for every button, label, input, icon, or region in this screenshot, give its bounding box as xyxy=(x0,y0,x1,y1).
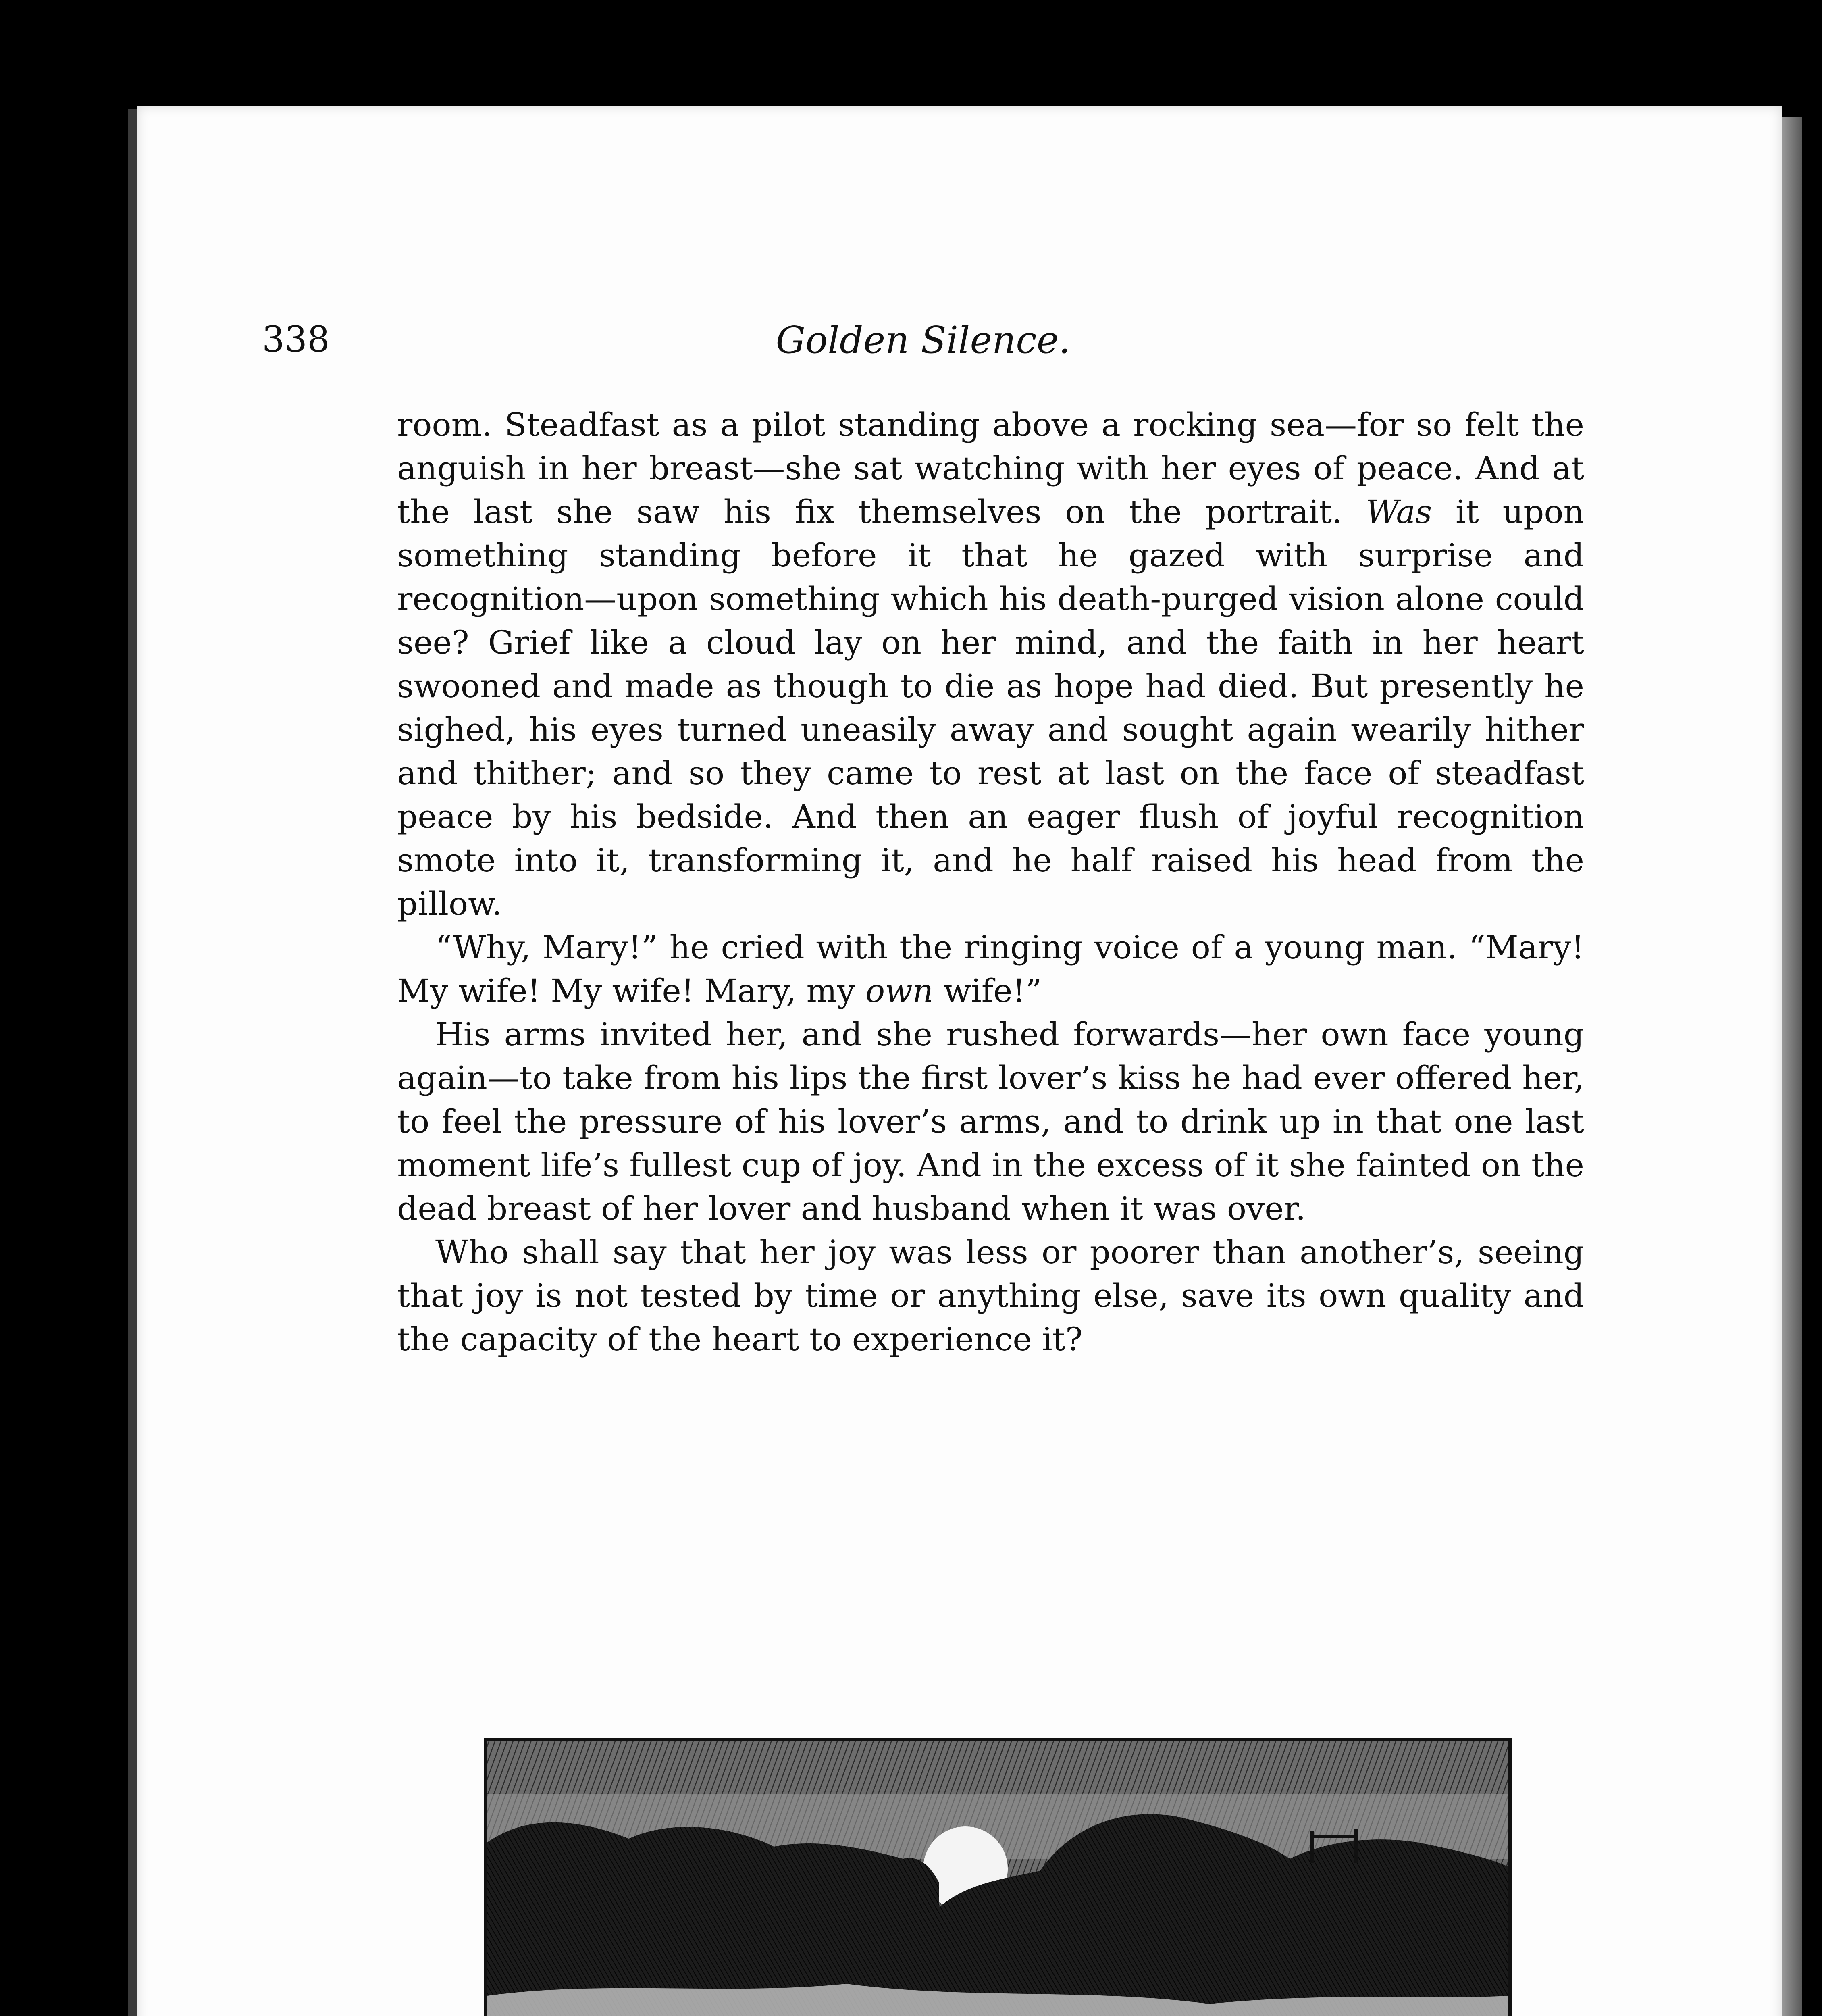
page-header xyxy=(262,319,1584,371)
paragraph-1-emphasis: Was xyxy=(1366,493,1432,531)
paragraph-4-text: Who shall say that her joy was less or poorer than another’s, seeing that joy is not tested by time or anything else, save its own quality and the capacity of the heart to experience it? xyxy=(397,1233,1584,1358)
page-number: 338 xyxy=(262,319,330,360)
paragraph-3 xyxy=(397,1013,1584,1231)
running-title: Golden Silence. xyxy=(776,319,1071,362)
engraving-svg xyxy=(484,1738,1512,2016)
paragraph-2-emphasis: own xyxy=(865,972,934,1010)
moonrise-landscape-engraving xyxy=(484,1738,1512,2016)
paragraph-1 xyxy=(397,403,1584,926)
paragraph-2-text: “Why, Mary!” he cried with the ringing voice of a young man. “Mary! My wife! My wife! Mary, my xyxy=(397,929,1584,1010)
paragraph-1-text-after: it upon something standing before it that he gazed with surprise and recognition—upon something which his death-purged vision alone could see? Grief like a cloud lay on her mind, and the faith in her heart swooned and made as though to die as hope had died. But presently he sighed, his eyes turned uneasily away and sought again wearily hither and thither; and so they came to rest at last on the face of steadfast peace by his bedside. And then an eager flush of joyful recognition smote into it, transforming it, and he half raised his head from the pillow. xyxy=(397,493,1585,923)
paragraph-1-text: room. Steadfast as a pilot standing above a rocking sea—for so felt the anguish in her breast—she sat watching with her eyes of peace. And at the last she saw his fix themselves on the portrait. xyxy=(397,406,1584,531)
body-text xyxy=(397,403,1584,1361)
page-edge-left xyxy=(128,109,137,2016)
paragraph-2-text-after: wife!” xyxy=(933,972,1042,1010)
page-edge-right xyxy=(1782,117,1802,2016)
paragraph-2 xyxy=(397,926,1584,1013)
paragraph-3-text: His arms invited her, and she rushed forwards—her own face young again—to take from his lips the first lover’s kiss he had ever offered her, to feel the pressure of his lover’s arms, and to drink up in that one last moment life’s fullest cup of joy. And in the excess of it she fainted on the dead breast of her lover and husband when it was over. xyxy=(397,1016,1584,1227)
paragraph-4 xyxy=(397,1231,1584,1361)
